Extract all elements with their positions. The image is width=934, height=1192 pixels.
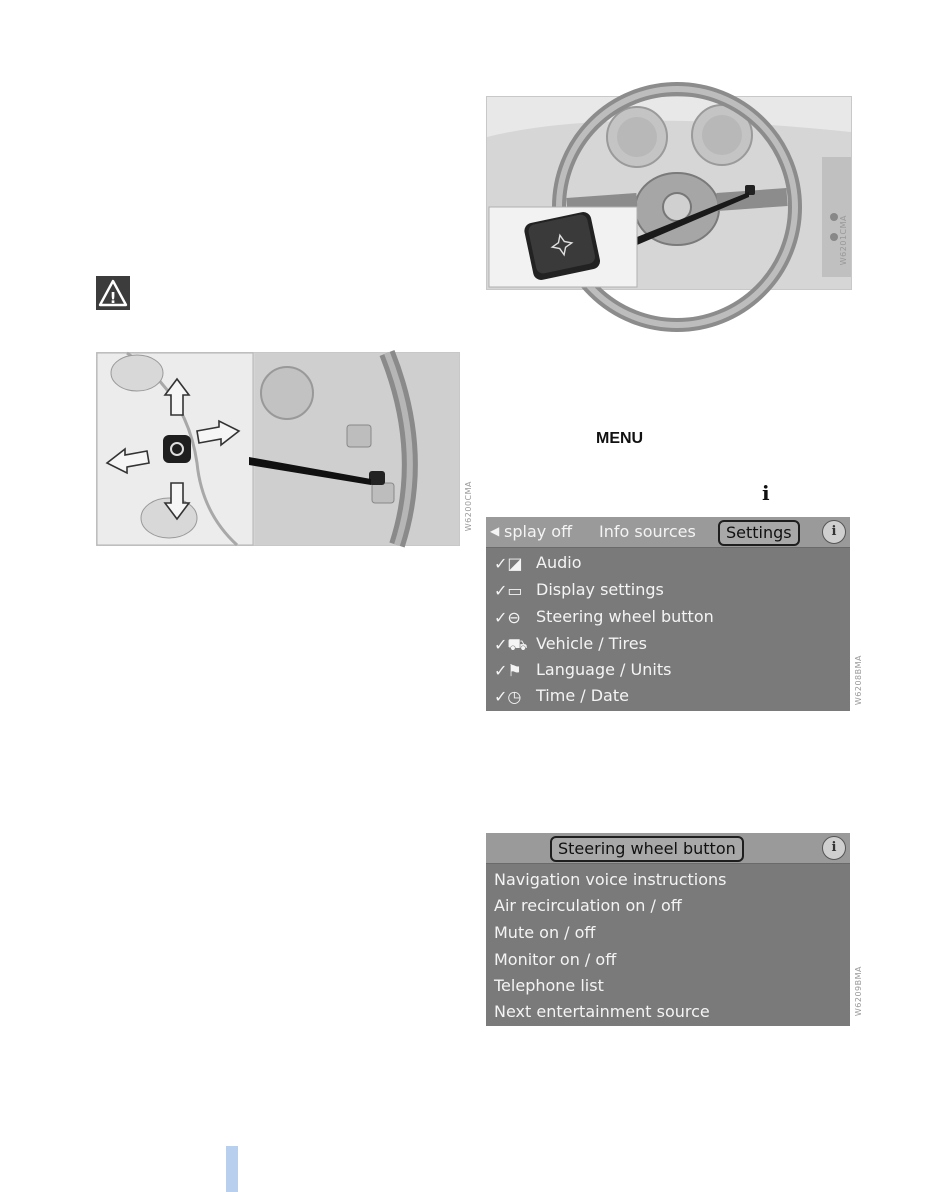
info-button-icon[interactable]: i [822, 520, 846, 544]
screen-top-bar [486, 833, 850, 864]
menu-item-audio[interactable] [486, 550, 581, 576]
page-tab-marker [226, 1146, 238, 1192]
display-icon: ✓▭ [494, 580, 523, 600]
menu-item-label: Display settings [536, 580, 664, 599]
menu-item-label: Audio [536, 553, 582, 572]
menu-item-display-settings[interactable] [486, 577, 664, 603]
joystick-photo [96, 352, 473, 546]
menu-item-label: Language / Units [536, 660, 672, 679]
option-monitor[interactable]: Monitor on / off [494, 950, 617, 969]
clock-icon: ✓◷ [494, 686, 522, 706]
info-button-icon[interactable]: i [822, 836, 846, 860]
flag-icon: ✓⚑ [494, 660, 522, 680]
steering-wheel-icon: ✓⊖ [494, 607, 521, 627]
tab-steering-wheel-button[interactable]: Steering wheel button [550, 836, 744, 862]
option-next-entertainment[interactable]: Next entertainment source [494, 1002, 710, 1021]
tab-display-off[interactable]: splay off [504, 522, 573, 541]
warning-glyph: ! [109, 289, 117, 307]
menu-item-vehicle-tires[interactable] [486, 631, 647, 657]
option-telephone-list[interactable]: Telephone list [494, 976, 604, 995]
option-mute[interactable]: Mute on / off [494, 923, 596, 942]
warning-icon [96, 276, 130, 310]
option-air-recirculation[interactable]: Air recirculation on / off [494, 896, 682, 915]
menu-item-label: Time / Date [536, 686, 629, 705]
menu-button-label: MENU [596, 430, 644, 447]
tab-info-sources[interactable]: Info sources [599, 522, 696, 541]
figure-code: W6200CMA [464, 481, 473, 532]
steering-button-photo [486, 96, 852, 290]
menu-item-label: Steering wheel button [536, 607, 714, 626]
tab-settings[interactable]: Settings [718, 520, 800, 546]
figure-code: W6209BMA [854, 966, 863, 1017]
screen-top-bar [486, 517, 850, 548]
menu-item-label: Vehicle / Tires [536, 634, 647, 653]
scroll-left-icon[interactable]: ◀ [490, 524, 500, 538]
option-navigation-voice[interactable]: Navigation voice instructions [494, 870, 727, 889]
menu-item-language-units[interactable] [486, 657, 671, 683]
audio-icon: ✓◪ [494, 553, 523, 573]
figure-code: W6208BMA [854, 655, 863, 706]
vehicle-icon: ✓⛟ [494, 634, 528, 654]
settings-screen [486, 517, 850, 711]
menu-item-steering-wheel-button[interactable] [486, 604, 714, 630]
wheel-button-screen [486, 833, 850, 1026]
info-icon: i [762, 481, 770, 505]
menu-item-time-date[interactable] [486, 683, 629, 709]
figure-code: W6201CMA [839, 215, 848, 266]
